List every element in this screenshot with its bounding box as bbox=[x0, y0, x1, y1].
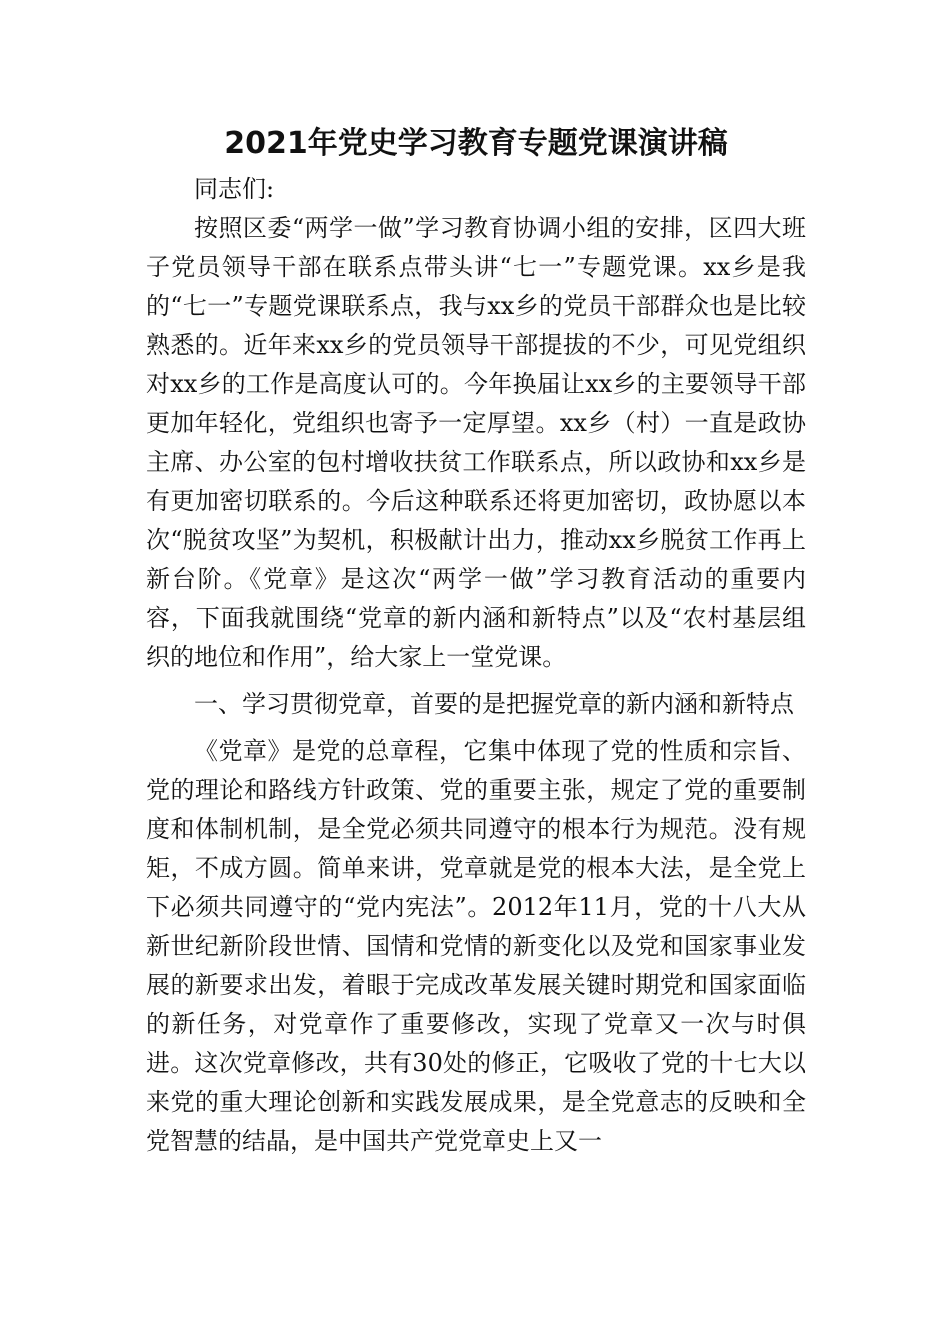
section-heading-1: 一、学习贯彻党章，首要的是把握党章的新内涵和新特点 bbox=[194, 690, 794, 718]
salutation: 同志们: bbox=[194, 175, 275, 203]
document-title: 2021年党史学习教育专题党课演讲稿 bbox=[224, 126, 728, 161]
document-page bbox=[146, 118, 806, 1161]
body-paragraph-party-constitution: 《党章》是党的总章程，它集中体现了党的性质和宗旨、党的理论和路线方针政策、党的重要主张，规定了党的重要制度和体制机制，是全党必须共同遵守的根本行为规范。没有规矩，不成方圆。简单来讲，党章就是党的根本大法，是全党上下必须共同遵守的“党内宪法”。2012年11月，党的十八大从新世纪新阶段世情、国情和党情的新变化以及党和国家事业发展的新要求出发，着眼于完成改革发展关键时期党和国家面临的新任务，对党章作了重要修改，实现了党章又一次与时俱进。这次党章修改，共有30处的修正，它吸收了党的十七大以来党的重大理论创新和实践发展成果，是全党意志的反映和全党智慧的结晶，是中国共产党党章史上又一 bbox=[146, 737, 806, 1155]
body-paragraph-intro: 按照区委“两学一做”学习教育协调小组的安排，区四大班子党员领导干部在联系点带头讲“七一”专题党课。xx乡是我的“七一”专题党课联系点，我与xx乡的党员干部群众也是比较熟悉的。近年来xx乡的党员领导干部提拔的不少，可见党组织对xx乡的工作是高度认可的。今年换届让xx乡的主要领导干部更加年轻化，党组织也寄予一定厚望。xx乡（村）一直是政协主席、办公室的包村增收扶贫工作联系点，所以政协和xx乡是有更加密切联系的。今后这种联系还将更加密切，政协愿以本次“脱贫攻坚”为契机，积极献计出力，推动xx乡脱贫工作再上新台阶。《党章》是这次“两学一做”学习教育活动的重要内容，下面我就围绕“党章的新内涵和新特点”以及“农村基层组织的地位和作用”，给大家上一堂党课。 bbox=[146, 214, 806, 671]
